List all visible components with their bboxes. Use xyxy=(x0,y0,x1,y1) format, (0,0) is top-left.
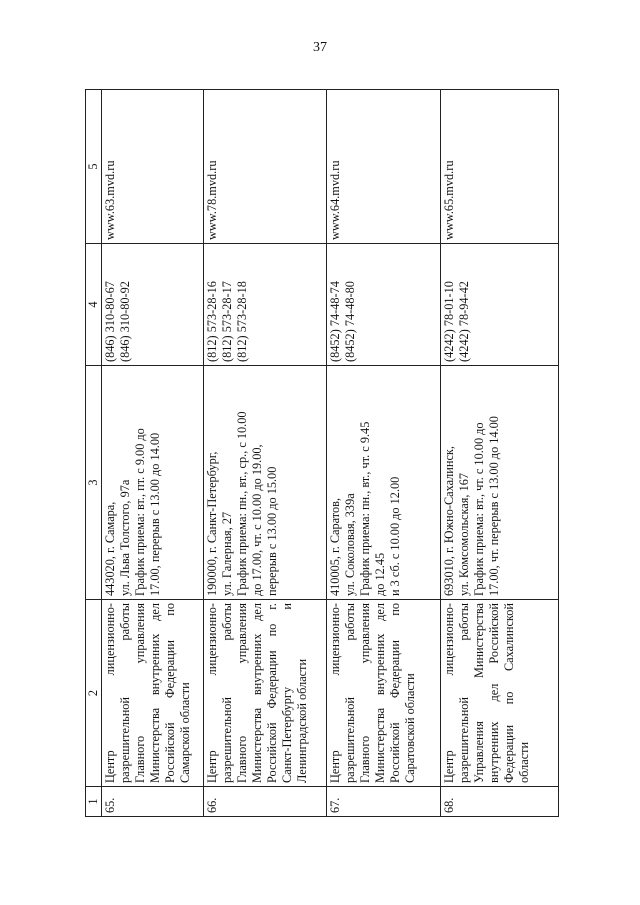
row-number: 68. xyxy=(441,787,559,817)
organization-name-line: Центр лицензионно- xyxy=(204,603,219,783)
phone-number: (846) 310-80-67 xyxy=(103,281,117,362)
table-row xyxy=(203,90,327,817)
row-number: 66. xyxy=(203,787,327,817)
table-row xyxy=(327,90,441,817)
address-line: до 17.00, чт. с 10.00 до 19.00, xyxy=(249,444,264,596)
row-number: 67. xyxy=(327,787,441,817)
address-line: 17.00, чт. перерыв с 13.00 до 14.00 xyxy=(487,416,502,596)
organization-name-line: Российской Федерации по xyxy=(163,603,177,783)
column-header-5: 5 xyxy=(86,90,102,244)
column-header-4: 4 xyxy=(86,244,102,366)
organization-name-line: Главного управления xyxy=(133,603,147,783)
page-number: 37 xyxy=(313,40,327,55)
phone-numbers xyxy=(203,244,327,366)
column-header-3: 3 xyxy=(86,366,102,600)
phone-number: (8452) 74-48-80 xyxy=(343,281,358,362)
phone-numbers xyxy=(102,244,204,366)
organization-name-line: Российской Федерации по xyxy=(388,603,403,783)
licensing-centers-table xyxy=(85,89,559,817)
organization-name-line: внутренних дел Российской xyxy=(487,603,502,783)
address-line: 693010, г. Южно-Сахалинск, xyxy=(442,446,457,596)
organization-name-line: области xyxy=(517,741,532,783)
website-link[interactable]: www.63.mvd.ru xyxy=(102,90,204,244)
organization-name-line: Саратовской области xyxy=(403,673,418,783)
table-row xyxy=(102,90,204,817)
phone-number: (812) 573-28-17 xyxy=(219,281,234,362)
organization-name-line: Министерства внутренних дел xyxy=(249,603,264,783)
phone-number: (4242) 78-94-42 xyxy=(457,281,472,362)
phone-number: (812) 573-28-18 xyxy=(234,281,249,362)
address-line: График приема: пн., вт., чт. с 9.45 xyxy=(358,421,373,596)
organization-name-line: разрешительной работы xyxy=(343,603,358,783)
address-line: до 12.45 xyxy=(373,552,388,596)
address-line: 17.00, перерыв с 13.00 до 14.00 xyxy=(148,432,162,596)
address-line: перерыв с 13.00 до 15.00 xyxy=(264,466,279,596)
address-line: 190000, г. Санкт-Петербург, xyxy=(204,451,219,596)
organization-name-line: Управления Министерства xyxy=(472,603,487,783)
phone-numbers xyxy=(327,244,441,366)
phone-number: (8452) 74-48-74 xyxy=(328,281,343,362)
organization-name xyxy=(327,600,441,787)
organization-name xyxy=(441,600,559,787)
rotated-table-container xyxy=(85,90,559,817)
organization-name-line: Министерства внутренних дел xyxy=(373,603,388,783)
organization-name-line: Санкт-Петербургу и xyxy=(279,603,294,783)
address-line: График приема: вт., пт. с 9.00 до xyxy=(133,428,147,596)
address-line: График приема: вт., чт. с 10.00 до xyxy=(472,422,487,596)
address-line: ул. Галерная, 27 xyxy=(219,511,234,596)
phone-numbers xyxy=(441,244,559,366)
website-link[interactable]: www.64.mvd.ru xyxy=(327,90,441,244)
organization-name-line: Ленинградской области xyxy=(294,658,309,783)
organization-name xyxy=(203,600,327,787)
address-and-schedule xyxy=(102,366,204,600)
organization-name-line: Российской Федерации по г. xyxy=(264,603,279,783)
organization-name-line: Главного управления xyxy=(234,603,249,783)
address-line: ул. Соколовая, 339а xyxy=(343,493,358,596)
phone-number: (812) 573-28-16 xyxy=(204,281,219,362)
address-line: ул. Комсомольская, 167 xyxy=(457,472,472,596)
address-and-schedule xyxy=(327,366,441,600)
organization-name-line: разрешительной работы xyxy=(457,603,472,783)
organization-name-line: разрешительной работы xyxy=(219,603,234,783)
organization-name-line: Самарской области xyxy=(178,682,192,783)
organization-name-line: Центр лицензионно- xyxy=(328,603,343,783)
organization-name xyxy=(102,600,204,787)
address-line: 410005, г. Саратов, xyxy=(328,497,343,596)
table-row xyxy=(441,90,559,817)
row-number: 65. xyxy=(102,787,204,817)
organization-name-line: Центр лицензионно- xyxy=(442,603,457,783)
organization-name-line: Центр лицензионно- xyxy=(103,603,117,783)
address-and-schedule xyxy=(441,366,559,600)
column-header-2: 2 xyxy=(86,600,102,787)
address-line: График приема: пн., вт., ср., с 10.00 xyxy=(234,411,249,596)
website-link[interactable]: www.78.mvd.ru xyxy=(203,90,327,244)
address-line: 443020, г. Самара, xyxy=(103,501,117,596)
address-line: ул. Льва Толстого, 97а xyxy=(118,479,132,596)
table-body xyxy=(102,90,559,817)
header-row xyxy=(86,90,102,817)
website-link[interactable]: www.65.mvd.ru xyxy=(441,90,559,244)
organization-name-line: Министерства внутренних дел xyxy=(148,603,162,783)
organization-name-line: Главного управления xyxy=(358,603,373,783)
organization-name-line: Федерации по Сахалинской xyxy=(502,603,517,783)
phone-number: (4242) 78-01-10 xyxy=(442,281,457,362)
organization-name-line: разрешительной работы xyxy=(118,603,132,783)
column-header-1: 1 xyxy=(86,787,102,817)
phone-number: (846) 310-80-92 xyxy=(118,281,132,362)
address-line: и 3 сб. с 10.00 до 12.00 xyxy=(388,476,403,596)
address-and-schedule xyxy=(203,366,327,600)
